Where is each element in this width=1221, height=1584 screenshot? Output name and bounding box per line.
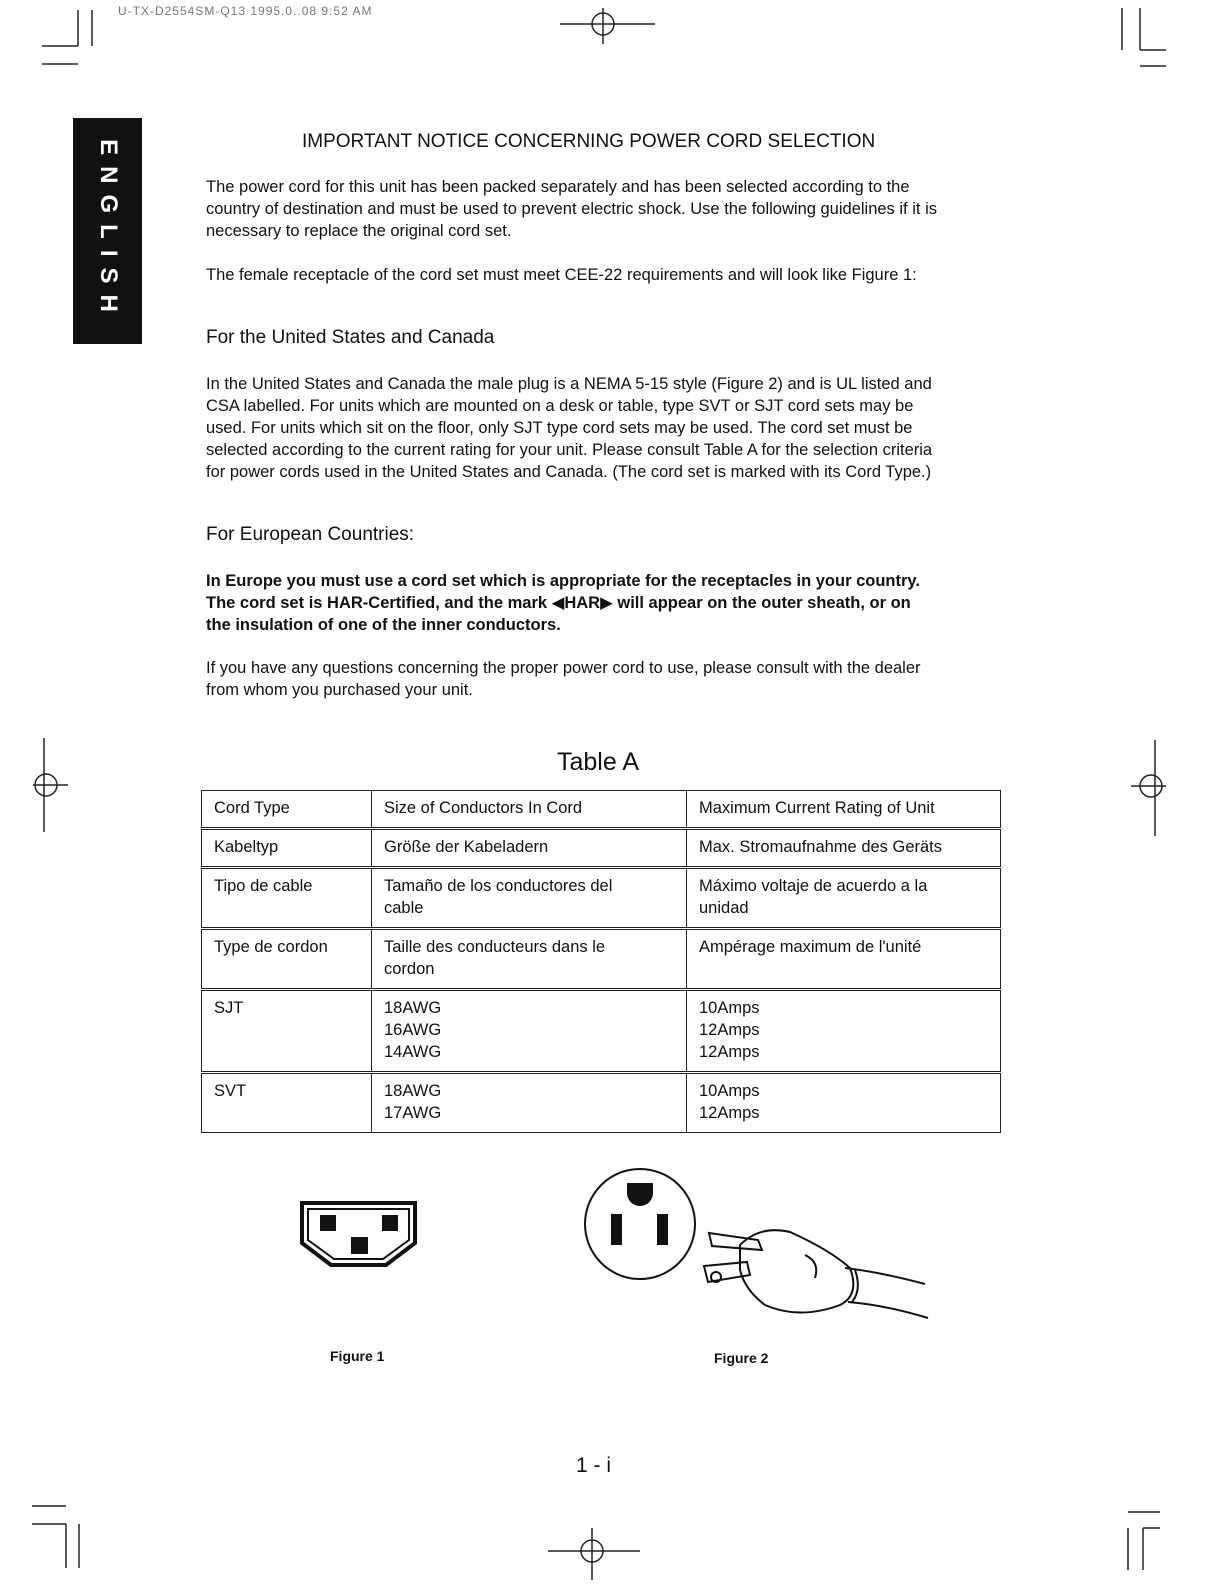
cell-line: Max. Stromaufnahme des Geräts xyxy=(699,838,943,856)
cell-line: 14AWG xyxy=(384,1043,442,1061)
table-caption: Table A xyxy=(557,748,640,776)
plug-icon xyxy=(704,1230,928,1318)
language-tab-label: ENGLISH xyxy=(94,139,122,323)
text-line: The power cord for this unit has been packed separately and has been selected according to the xyxy=(206,178,910,196)
text-line: The cord set is HAR-Certified, and the mark ◀HAR▶ will appear on the outer sheath, or on xyxy=(206,594,911,612)
cell-line: SJT xyxy=(214,999,244,1017)
text-line: for power cords used in the United States and Canada. (The cord set is marked with its Cord Type.) xyxy=(206,463,932,481)
cell-line: Kabeltyp xyxy=(214,838,279,856)
cell-line: cordon xyxy=(384,960,435,978)
text-line: necessary to replace the original cord set. xyxy=(206,222,512,240)
cell-line: Type de cordon xyxy=(214,938,328,956)
text-line: If you have any questions concerning the proper power cord to use, please consult with the dealer xyxy=(206,659,921,677)
figure-2-caption: Figure 2 xyxy=(714,1350,769,1366)
text-line: In Europe you must use a cord set which is appropriate for the receptacles in your country. xyxy=(206,572,920,590)
text-line: CSA labelled. For units which are mounted on a desk or table, type SVT or SJT cord sets may be xyxy=(206,397,914,415)
print-header: U-TX-D2554SM-Q13 1995.0..08 9:52 AM xyxy=(118,4,373,18)
cell-line: 10Amps xyxy=(699,999,760,1017)
cell-line: Größe der Kabeladern xyxy=(384,838,549,856)
cell-line: 18AWG xyxy=(384,999,442,1017)
text-line: selected according to the current rating for your unit. Please consult Table A for the selection criteria xyxy=(206,441,933,459)
cell-line: 10Amps xyxy=(699,1082,760,1100)
cell-line: Maximum Current Rating of Unit xyxy=(699,799,935,817)
cell-line: Máximo voltaje de acuerdo a la xyxy=(699,877,928,895)
cell-line: 12Amps xyxy=(699,1021,760,1039)
page-number: 1 - i xyxy=(576,1454,612,1477)
registration-mark-icon xyxy=(33,8,1166,1580)
text-line: country of destination and must be used to prevent electric shock. Use the following guidelines if it is xyxy=(206,200,937,218)
cell-line: Size of Conductors In Cord xyxy=(384,799,583,817)
cell-line: 12Amps xyxy=(699,1104,760,1122)
cell-line: 17AWG xyxy=(384,1104,442,1122)
cell-line: 18AWG xyxy=(384,1082,442,1100)
cell-line: 16AWG xyxy=(384,1021,442,1039)
cell-line: Ampérage maximum de l'unité xyxy=(699,938,922,956)
crop-mark-icon xyxy=(32,8,1166,1570)
cell-line: SVT xyxy=(214,1082,247,1100)
cell-line: Tamaño de los conductores del xyxy=(384,877,613,895)
notice-title: IMPORTANT NOTICE CONCERNING POWER CORD SELECTION xyxy=(302,131,876,152)
text-line: from whom you purchased your unit. xyxy=(206,681,473,699)
female-receptacle-icon xyxy=(302,1203,415,1265)
text-line: the insulation of one of the inner conductors. xyxy=(206,616,561,634)
text-line: used. For units which sit on the floor, only SJT type cord sets may be used. The cord set must be xyxy=(206,419,913,437)
cell-line: unidad xyxy=(699,899,749,917)
figure-1-caption: Figure 1 xyxy=(330,1348,385,1364)
europe-heading: For European Countries: xyxy=(206,524,415,545)
text-line: In the United States and Canada the male plug is a NEMA 5-15 style (Figure 2) and is UL listed and xyxy=(206,375,932,393)
cell-line: cable xyxy=(384,899,424,917)
cell-line: Taille des conducteurs dans le xyxy=(384,938,606,956)
cell-line: Tipo de cable xyxy=(214,877,313,895)
nema-outlet-icon xyxy=(585,1169,695,1279)
receptacle-paragraph: The female receptacle of the cord set must meet CEE-22 requirements and will look like Figure 1: xyxy=(206,266,917,284)
cell-line: Cord Type xyxy=(214,799,290,817)
us-canada-heading: For the United States and Canada xyxy=(206,327,495,348)
cell-line: 12Amps xyxy=(699,1043,760,1061)
